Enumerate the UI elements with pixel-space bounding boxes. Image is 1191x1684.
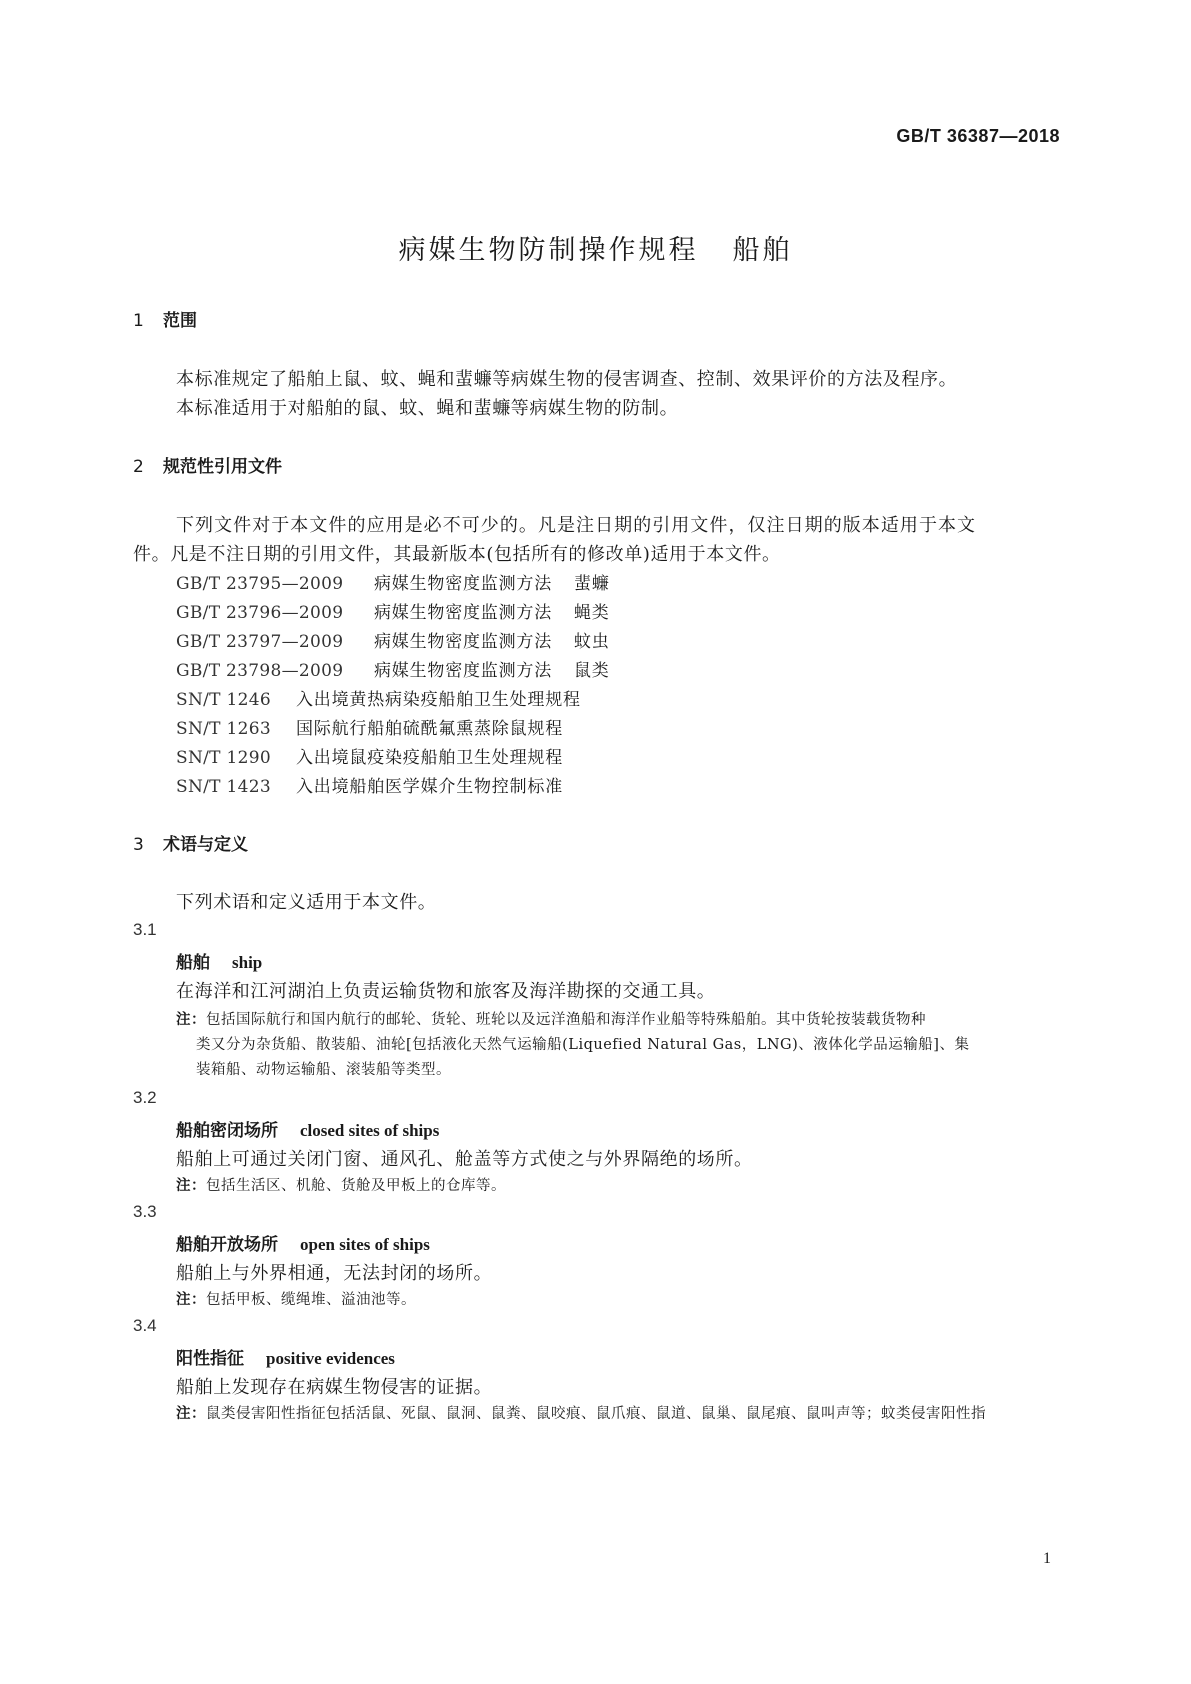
scope-paragraph-2: 本标准适用于对船舶的鼠、蚊、蝇和蜚蠊等病媒生物的防制。 [176, 398, 679, 419]
term-en: open sites of ships [300, 1235, 430, 1254]
page-number: 1 [1043, 1550, 1051, 1567]
term-en: ship [232, 953, 263, 972]
term-note [176, 1174, 506, 1195]
term-definition: 船舶上可通过关闭门窗、通风孔、舱盖等方式使之与外界隔绝的场所。 [176, 1149, 753, 1170]
note-label: 注： [176, 1292, 206, 1308]
reference-item [176, 772, 563, 797]
term-note-continuation: 装箱船、动物运输船、滚装船等类型。 [196, 1062, 451, 1078]
standard-code: GB/T 36387—2018 [896, 126, 1060, 146]
reference-code: GB/T 23797—2009 [176, 632, 344, 652]
reference-name: 病媒生物密度监测方法 蚊虫 [374, 632, 610, 652]
reference-name: 入出境鼠疫染疫船舶卫生处理规程 [296, 748, 563, 768]
section-number: 1 [133, 311, 144, 331]
term-definition: 在海洋和江河湖泊上负责运输货物和旅客及海洋勘探的交通工具。 [176, 981, 716, 1002]
term-definition: 船舶上与外界相通，无法封闭的场所。 [176, 1263, 493, 1284]
reference-name: 入出境船舶医学媒介生物控制标准 [296, 777, 563, 797]
reference-item [176, 743, 563, 768]
term-number: 3.3 [133, 1202, 157, 1221]
term-en: closed sites of ships [300, 1121, 440, 1140]
reference-name: 入出境黄热病染疫船舶卫生处理规程 [296, 690, 581, 710]
reference-code: SN/T 1246 [176, 690, 271, 710]
term-zh: 船舶 [176, 953, 210, 973]
reference-code: GB/T 23798—2009 [176, 661, 344, 681]
note-text: 包括生活区、机舱、货舱及甲板上的仓库等。 [206, 1178, 506, 1194]
section-title: 规范性引用文件 [163, 457, 282, 477]
document-title-main: 病媒生物防制操作规程 [398, 235, 699, 266]
reference-code: GB/T 23796—2009 [176, 603, 344, 623]
section-heading-scope [133, 306, 197, 331]
reference-code: GB/T 23795—2009 [176, 574, 344, 594]
note-text: 包括甲板、缆绳堆、溢油池等。 [206, 1292, 416, 1308]
term-en: positive evidences [266, 1349, 395, 1368]
section-heading-normative [133, 452, 282, 477]
reference-code: SN/T 1263 [176, 719, 271, 739]
term-zh: 船舶密闭场所 [176, 1121, 278, 1141]
normative-intro-line-2: 件。凡是不注日期的引用文件，其最新版本(包括所有的修改单)适用于本文件。 [133, 544, 781, 565]
reference-name: 国际航行船舶硫酰氟熏蒸除鼠规程 [296, 719, 563, 739]
note-label: 注： [176, 1012, 206, 1028]
term-note [176, 1288, 416, 1309]
section-heading-terms [133, 830, 248, 855]
term-title [176, 1230, 430, 1255]
terms-intro: 下列术语和定义适用于本文件。 [176, 892, 437, 913]
note-text: 包括国际航行和国内航行的邮轮、货轮、班轮以及远洋渔船和海洋作业船等特殊船舶。其中货轮按装载货物种 [206, 1012, 926, 1028]
reference-name: 病媒生物密度监测方法 鼠类 [374, 661, 610, 681]
term-number: 3.4 [133, 1316, 157, 1335]
reference-name: 病媒生物密度监测方法 蝇类 [374, 603, 610, 623]
note-label: 注： [176, 1406, 206, 1422]
term-title [176, 948, 262, 973]
term-title [176, 1116, 439, 1141]
term-zh: 阳性指征 [176, 1349, 244, 1369]
normative-intro-line-1: 下列文件对于本文件的应用是必不可少的。凡是注日期的引用文件，仅注日期的版本适用于本文 [176, 515, 977, 536]
term-number: 3.2 [133, 1088, 157, 1107]
term-number: 3.1 [133, 920, 157, 939]
reference-item [176, 714, 563, 739]
note-text: 鼠类侵害阳性指征包括活鼠、死鼠、鼠洞、鼠粪、鼠咬痕、鼠爪痕、鼠道、鼠巢、鼠尾痕、鼠叫声等；蚊类侵害阳性指 [206, 1406, 986, 1422]
term-definition: 船舶上发现存在病媒生物侵害的证据。 [176, 1377, 493, 1398]
term-note-continuation: 类又分为杂货船、散装船、油轮[包括液化天然气运输船(Liquefied Natural Gas，LNG)、液体化学品运输船]、集 [196, 1037, 970, 1053]
reference-code: SN/T 1290 [176, 748, 271, 768]
section-title: 范围 [163, 311, 197, 331]
document-title [0, 228, 1191, 267]
note-label: 注： [176, 1178, 206, 1194]
reference-code: SN/T 1423 [176, 777, 271, 797]
reference-item [176, 627, 610, 652]
section-title: 术语与定义 [163, 835, 248, 855]
reference-item [176, 598, 610, 623]
reference-item [176, 569, 610, 594]
scope-paragraph-1: 本标准规定了船舶上鼠、蚊、蝇和蜚蠊等病媒生物的侵害调查、控制、效果评价的方法及程序。 [176, 369, 958, 390]
reference-item [176, 656, 610, 681]
section-number: 2 [133, 457, 144, 477]
term-note [176, 1008, 926, 1029]
document-title-sub: 船舶 [732, 235, 793, 266]
term-title [176, 1344, 395, 1369]
reference-name: 病媒生物密度监测方法 蜚蠊 [374, 574, 610, 594]
section-number: 3 [133, 835, 144, 855]
term-zh: 船舶开放场所 [176, 1235, 278, 1255]
term-note [176, 1402, 986, 1423]
reference-item [176, 685, 581, 710]
